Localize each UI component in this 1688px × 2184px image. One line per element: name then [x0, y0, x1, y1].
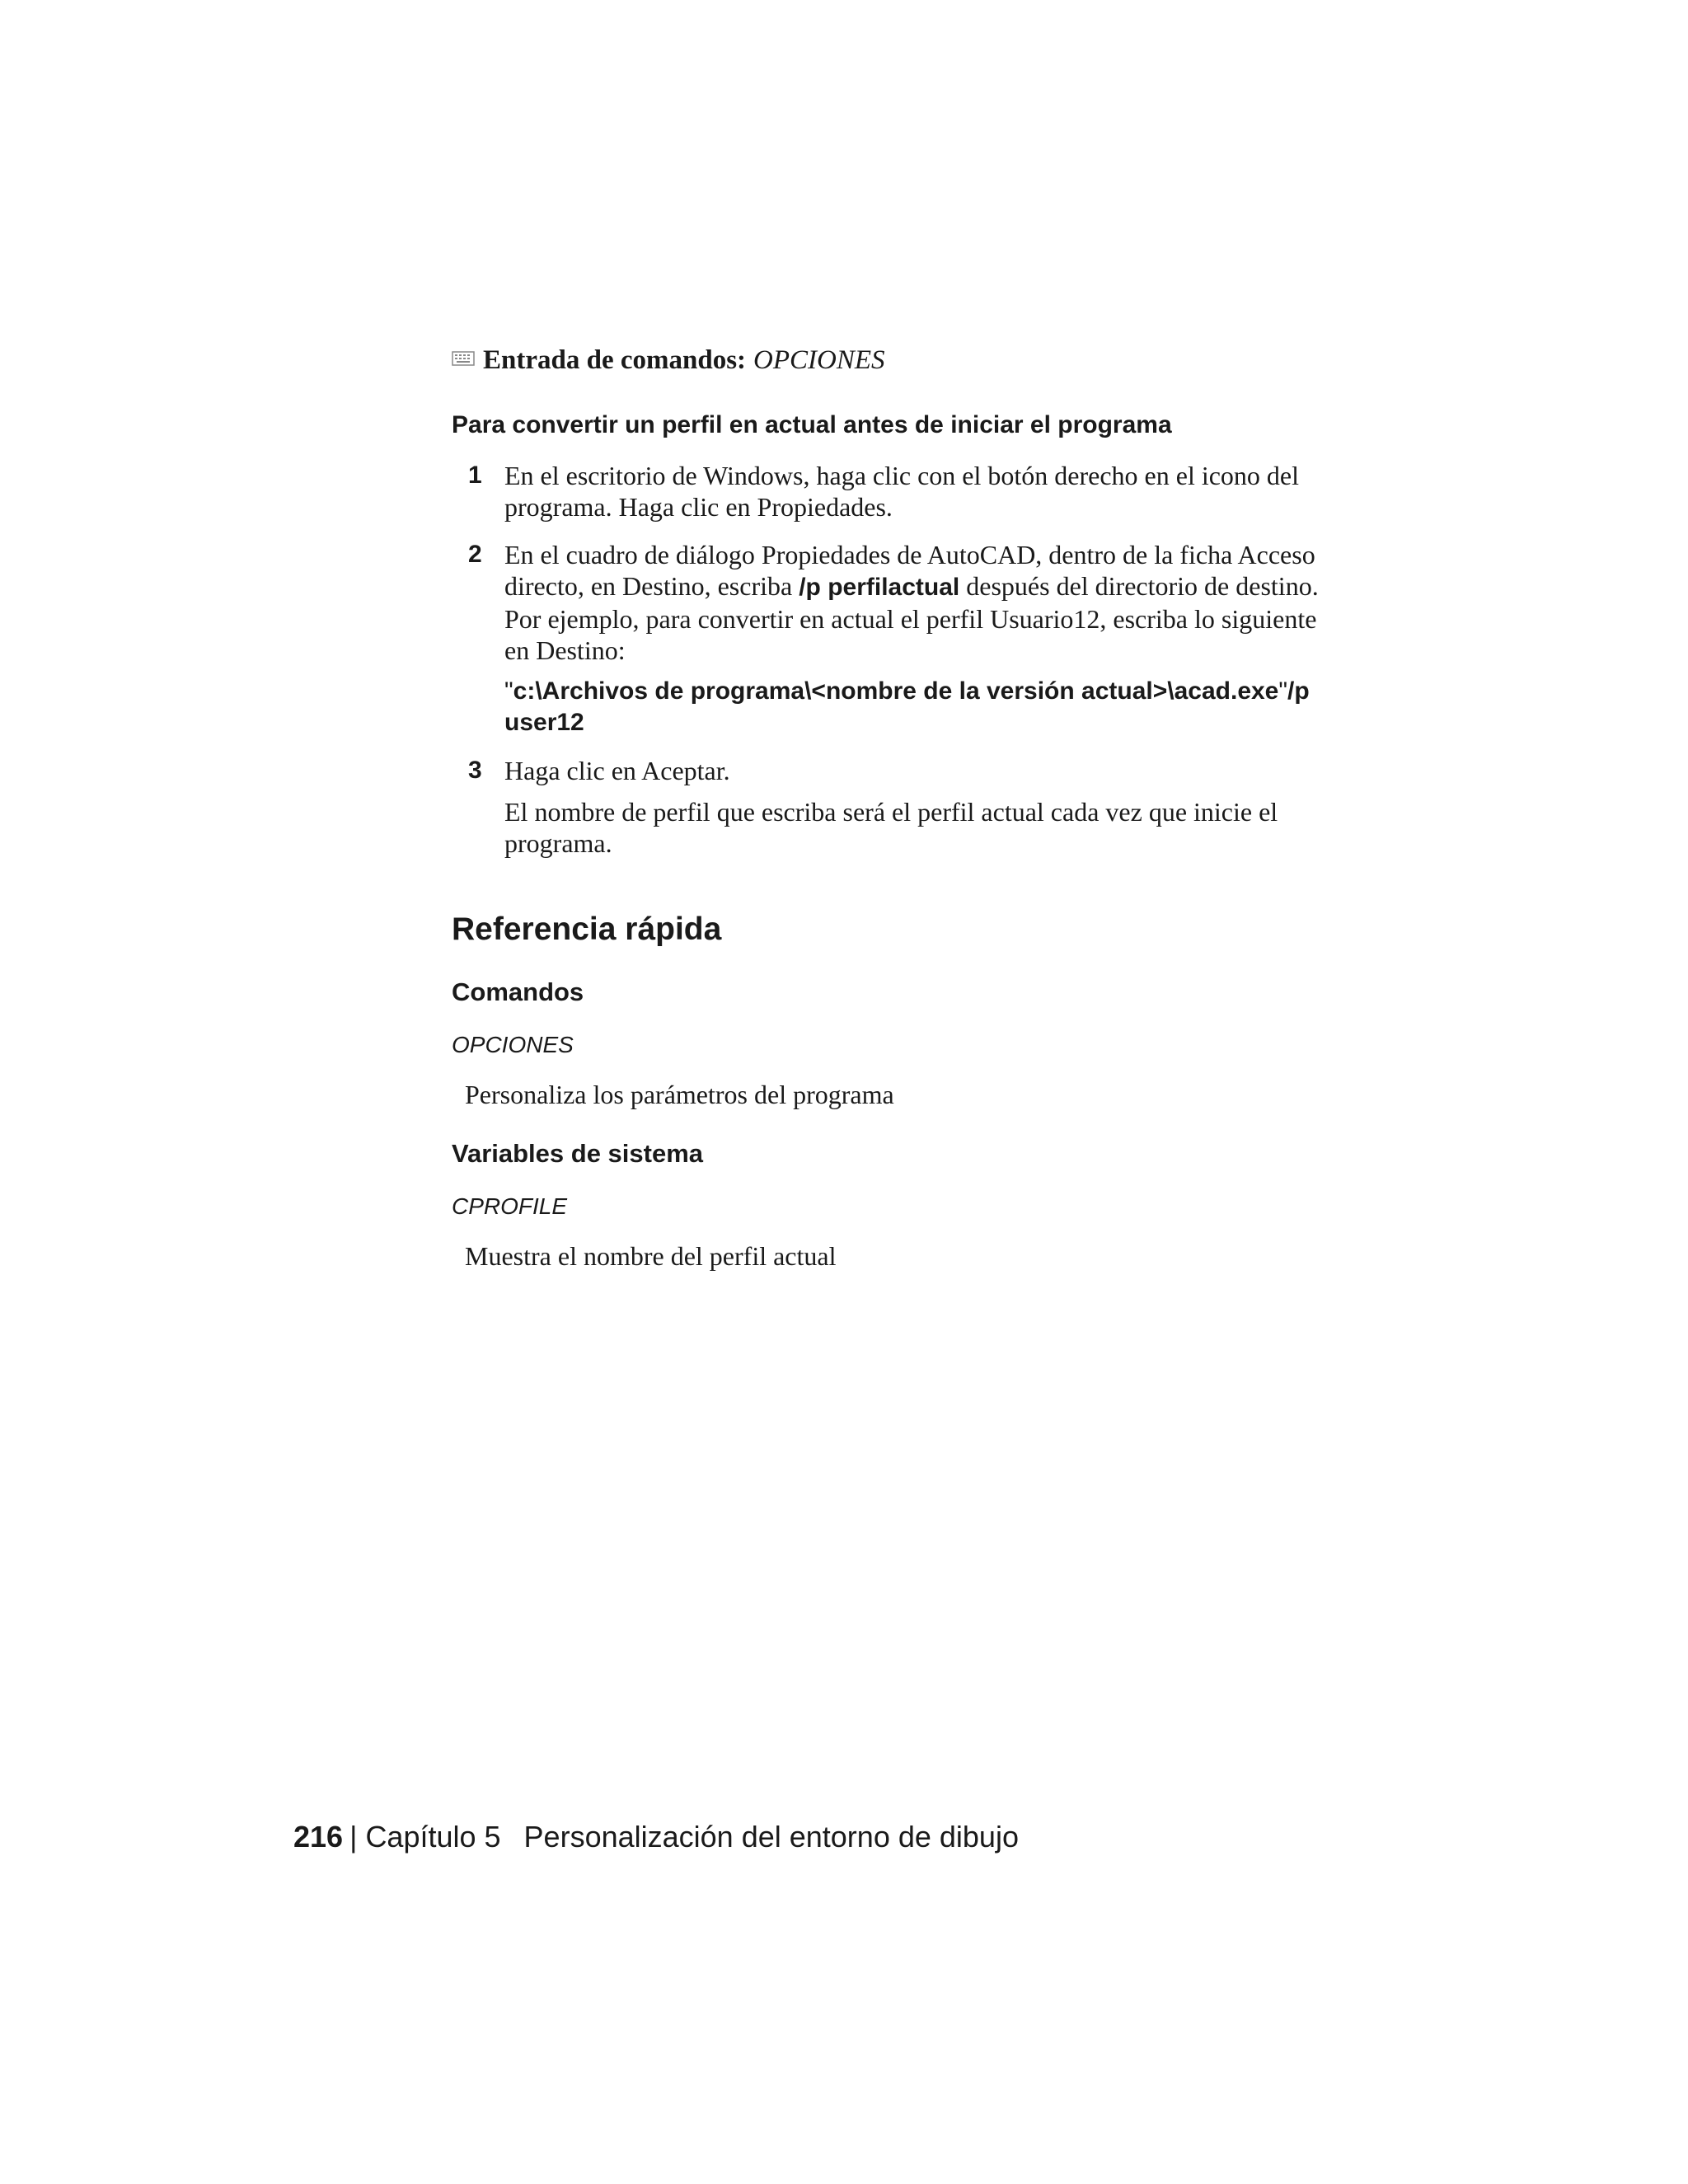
step-text: Haga clic en Aceptar.	[504, 756, 730, 785]
step-number: 2	[468, 541, 482, 568]
step-1	[452, 460, 1342, 523]
step-number: 1	[468, 462, 482, 489]
chapter-title: Personalización del entorno de dibujo	[523, 1820, 1019, 1854]
command-entry-label: Entrada de comandos:	[483, 344, 747, 375]
step-3	[452, 755, 1342, 859]
step-note: El nombre de perfil que escriba será el perfil actual cada vez que inicie el programa.	[504, 797, 1278, 858]
command-line-example	[504, 676, 1342, 738]
code-switch: /p user12	[504, 677, 1310, 736]
step-text	[504, 539, 1342, 666]
step-text: En el escritorio de Windows, haga clic con el botón derecho en el icono del programa. Haga clic en Propiedades.	[504, 461, 1300, 522]
system-variable-name: CPROFILE	[452, 1193, 568, 1219]
system-variable-description: Muestra el nombre del perfil actual	[465, 1241, 837, 1271]
step-text-part: En el cuadro de diálogo Propiedades de AutoCAD, dentro de la ficha Acceso directo, en Destino, escriba	[504, 540, 1315, 601]
quote-mark: "	[504, 677, 513, 705]
step-text-part: después del directorio de destino. Por ejemplo, para convertir en actual el perfil Usuario12, escriba lo siguiente en Destino:	[504, 571, 1319, 665]
step-text-bold: /p perfilactual	[799, 574, 960, 601]
system-variables-heading: Variables de sistema	[452, 1139, 704, 1168]
command-entry	[452, 338, 1342, 382]
code-path: c:\Archivos de programa\<nombre de la versión actual>\acad.exe	[513, 677, 1279, 705]
commands-heading: Comandos	[452, 977, 584, 1006]
keyboard-icon	[452, 351, 475, 366]
section-heading: Referencia rápida	[452, 912, 722, 947]
step-2	[452, 539, 1342, 738]
procedure-steps	[452, 460, 1342, 859]
page-content	[452, 338, 1342, 1272]
command-description: Personaliza los parámetros del programa	[465, 1080, 894, 1109]
page-number: 216	[293, 1820, 344, 1854]
procedure-title: Para convertir un perfil en actual antes de iniciar el programa	[452, 411, 1172, 438]
footer-separator: |	[349, 1820, 358, 1854]
page-footer	[293, 1818, 1019, 1856]
quote-mark: "	[1278, 677, 1288, 705]
step-number: 3	[468, 757, 482, 784]
command-entry-value: OPCIONES	[753, 344, 885, 375]
chapter-label: Capítulo 5	[365, 1820, 501, 1854]
command-name: OPCIONES	[452, 1032, 574, 1057]
